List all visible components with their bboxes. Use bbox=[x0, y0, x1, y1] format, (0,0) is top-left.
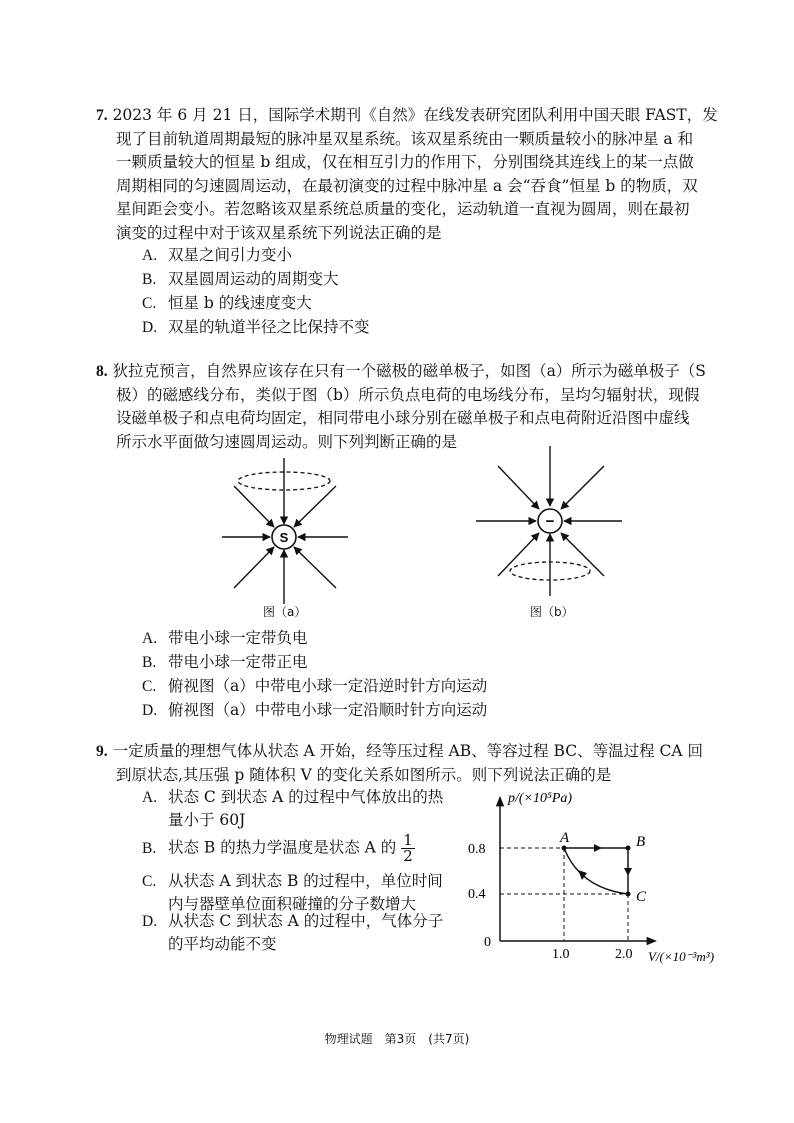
q7-line-5: 星间距会变小。若忽略该双星系统总质量的变化，运动轨道一直视为圆周，则在最初 bbox=[116, 200, 690, 218]
field-line-b-tl bbox=[498, 466, 539, 509]
field-line-a-tr bbox=[294, 486, 336, 527]
point-c bbox=[626, 892, 631, 897]
y-axis-label: p/(×10⁵Pa) bbox=[508, 791, 573, 806]
point-b bbox=[626, 846, 631, 851]
q8-number: 8. bbox=[96, 363, 108, 380]
q8-option-a: A. 带电小球一定带负电 bbox=[142, 629, 308, 647]
q7-line-3: 一颗质量较大的恒星 b 组成，仅在相互引力的作用下，分别围绕其连线上的某一点做 bbox=[116, 153, 694, 171]
pv-graph bbox=[460, 786, 740, 966]
q9-option-b: B. 状态 B 的热力学温度是状态 A 的 $\frac{1}{2}$ bbox=[142, 831, 413, 865]
field-line-a-br bbox=[294, 547, 336, 588]
figure-a bbox=[222, 458, 352, 608]
monopole-s-label: S bbox=[279, 530, 289, 545]
q8-option-d: D. 俯视图（a）中带电小球一定沿顺时针方向运动 bbox=[142, 701, 488, 719]
q7-line-4: 周期相同的匀速圆周运动，在最初演变的过程中脉冲星 a 会“吞食”恒星 b 的物质，双 bbox=[116, 176, 698, 195]
q7-option-d: D. 双星的轨道半径之比保持不变 bbox=[142, 318, 370, 336]
q8-line-1: 8. 狄拉克预言，自然界应该存在只有一个磁极的磁单极子，如图（a）所示为磁单极子（S bbox=[96, 362, 706, 380]
q9-line-2: 到原状态,其压强 p 随体积 V 的变化关系如图所示。则下列说法正确的是 bbox=[116, 765, 612, 784]
q9-line-1: 9. 一定质量的理想气体从状态 A 开始，经等压过程 AB、等容过程 BC、等温过程 CA 回 bbox=[96, 742, 703, 760]
x-axis-label: V/(×10⁻³m³) bbox=[648, 949, 715, 964]
q9-number: 9. bbox=[96, 743, 108, 760]
q8-line-2: 极）的磁感线分布，类似于图（b）所示负点电荷的电场线分布，呈均匀辐射状，现假 bbox=[116, 385, 700, 404]
field-line-b-tr bbox=[561, 466, 604, 509]
q8-option-c: C. 俯视图（a）中带电小球一定沿逆时针方向运动 bbox=[142, 677, 488, 695]
point-c-label: C bbox=[636, 889, 647, 905]
page-footer: 物理试题 第3页 (共7页) bbox=[324, 1032, 470, 1046]
q9-option-c: C. 从状态 A 到状态 B 的过程中，单位时间 内与器壁单位面积碰撞的分子数增大 bbox=[142, 872, 443, 913]
question-7 bbox=[96, 104, 736, 245]
y-tick-0.4: 0.4 bbox=[468, 887, 486, 902]
point-b-label: B bbox=[636, 834, 646, 850]
q7-line-2: 现了目前轨道周期最短的脉冲星双星系统。该双星系统由一颗质量较小的脉冲星 a 和 bbox=[116, 129, 694, 148]
point-a-label: A bbox=[560, 830, 570, 846]
x-tick-1.0: 1.0 bbox=[552, 947, 570, 962]
figure-b-caption: 图（b） bbox=[530, 605, 574, 619]
field-line-a-tl bbox=[234, 486, 274, 527]
arrow-bc bbox=[624, 868, 632, 876]
x-tick-2.0: 2.0 bbox=[615, 947, 633, 962]
q9-option-d: D. 从状态 C 到状态 A 的过程中，气体分子 的平均动能不变 bbox=[142, 912, 444, 953]
q9-option-a: A. 状态 C 到状态 A 的过程中气体放出的热 量小于 60J bbox=[142, 788, 444, 829]
negative-charge-label: − bbox=[545, 513, 555, 530]
q7-line-1: 7. 2023 年 6 月 21 日，国际学术期刊《自然》在线发表研究团队利用中国天眼 FAST，发 bbox=[96, 106, 718, 124]
q8-line-3: 设磁单极子和点电荷均固定，相同带电小球分别在磁单极子和点电荷附近沿图中虚线 bbox=[116, 409, 690, 427]
q7-line-6: 演变的过程中对于该双星系统下列说法正确的是 bbox=[116, 223, 442, 242]
field-line-b-bl bbox=[498, 533, 539, 576]
q8-line-4: 所示水平面做匀速圆周运动。则下列判断正确的是 bbox=[116, 432, 458, 451]
arrow-ab bbox=[594, 844, 602, 852]
q8-option-b: B. 带电小球一定带正电 bbox=[142, 653, 308, 671]
point-a bbox=[562, 846, 567, 851]
field-line-b-br bbox=[561, 533, 604, 576]
q7-option-b: B. 双星圆周运动的周期变大 bbox=[142, 270, 339, 288]
origin-label: 0 bbox=[484, 935, 491, 950]
figure-a-caption: 图（a） bbox=[263, 605, 307, 619]
fraction-one-half: $\frac{1}{2}$ bbox=[403, 831, 413, 865]
figure-b bbox=[474, 446, 624, 596]
q7-option-a: A. 双星之间引力变小 bbox=[142, 246, 293, 264]
question-8 bbox=[96, 360, 736, 454]
process-ca bbox=[564, 848, 628, 894]
y-tick-0.8: 0.8 bbox=[468, 842, 486, 857]
question-9 bbox=[96, 740, 736, 787]
q7-number: 7. bbox=[96, 107, 108, 124]
field-line-a-bl bbox=[234, 547, 274, 588]
q7-option-c: C. 恒星 b 的线速度变大 bbox=[142, 294, 312, 312]
